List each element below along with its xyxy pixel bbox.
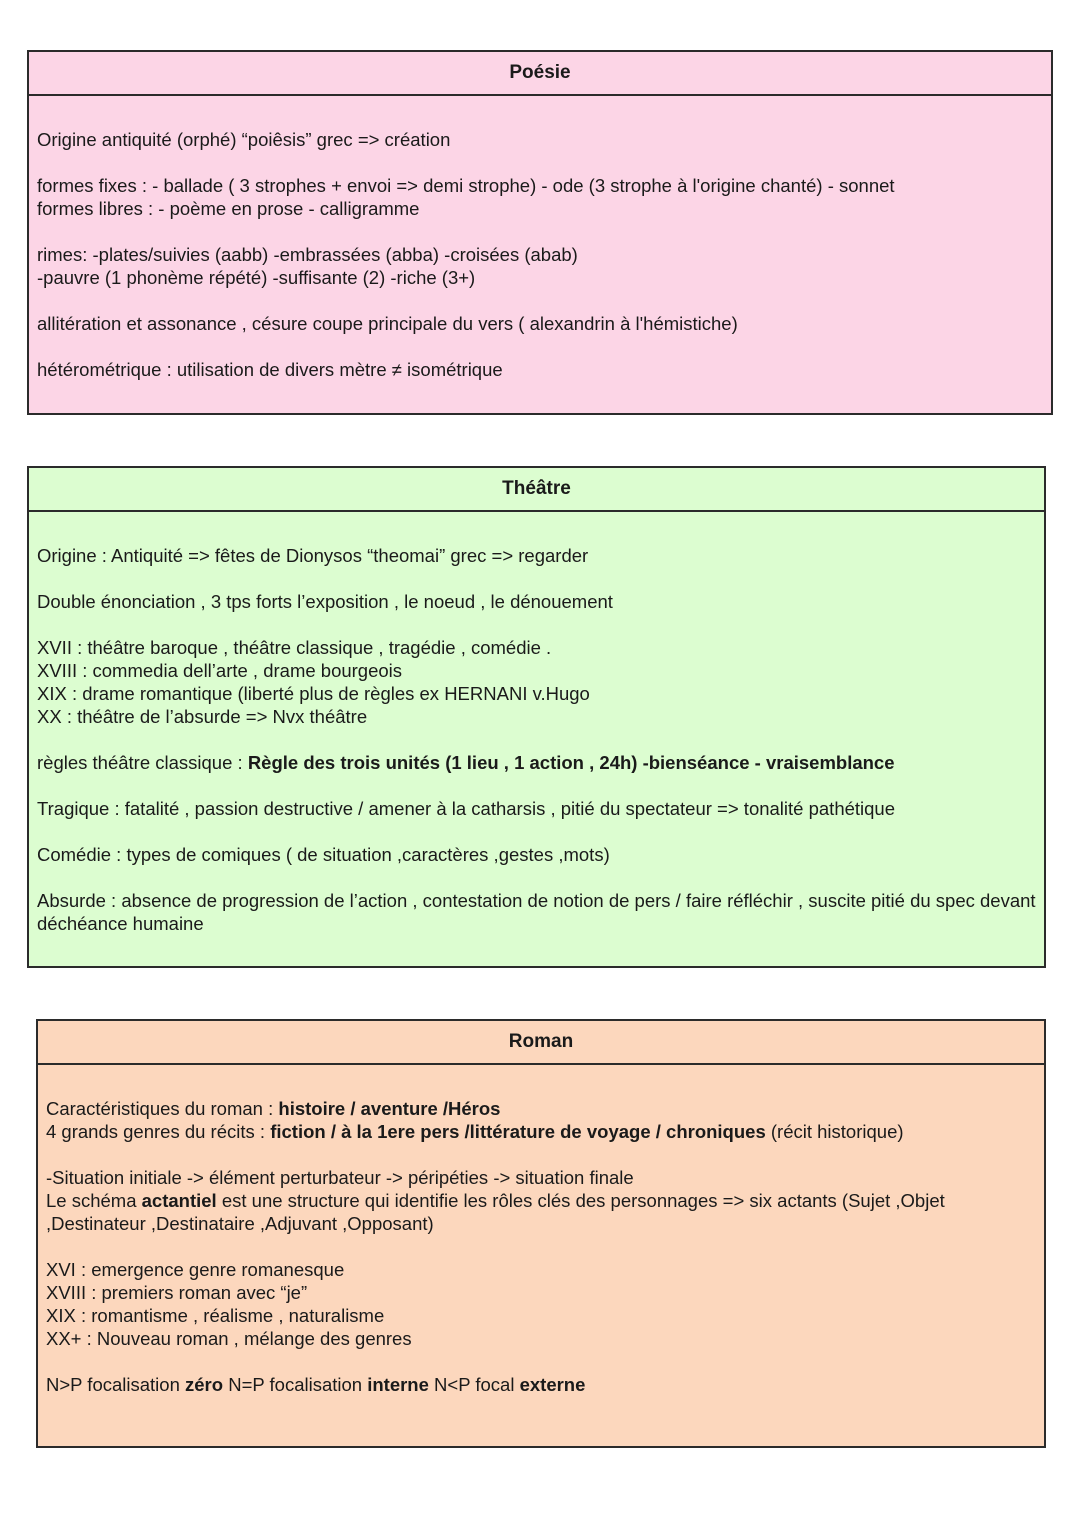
theatre-absurde: Absurde : absence de progression de l’action , contestation de notion de pers / faire réfléchir , suscite pitié du spec devant déchéance humaine [37, 890, 1036, 934]
theatre-xvii: XVII : théâtre baroque , théâtre classique , tragédie , comédie . [37, 637, 552, 658]
theatre-card [27, 466, 1046, 968]
theatre-classic-rules-label: règles théâtre classique : [37, 752, 248, 773]
focal-zero-bold: zéro [185, 1374, 224, 1395]
roman-characteristics [46, 1097, 1036, 1120]
roman-actantiel-pre: Le schéma [46, 1190, 142, 1211]
theatre-origin: Origine : Antiquité => fêtes de Dionysos “theomai” grec => regarder [37, 545, 589, 566]
roman-genres-bold: fiction / à la 1ere pers /littérature de voyage / chroniques [270, 1121, 766, 1142]
theatre-body [29, 512, 1044, 935]
theatre-title: Théâtre [29, 468, 1044, 512]
focal-externe-label: N<P focal [428, 1374, 520, 1395]
focal-interne-label: N=P focalisation [223, 1374, 368, 1395]
roman-xx: XX+ : Nouveau roman , mélange des genres [46, 1328, 412, 1349]
theatre-double-enonciation: Double énonciation , 3 tps forts l’exposition , le noeud , le dénouement [37, 591, 613, 612]
roman-characteristics-bold: histoire / aventure /Héros [278, 1098, 501, 1119]
roman-schema-actantiel [46, 1189, 1036, 1235]
roman-focalisation [46, 1373, 1036, 1396]
theatre-xviii: XVIII : commedia dell’arte , drame bourgeois [37, 660, 403, 681]
theatre-comedie: Comédie : types de comiques ( de situation ,caractères ,gestes ,mots) [37, 844, 610, 865]
theatre-classic-rules [37, 751, 1036, 774]
theatre-classic-rules-bold: Règle des trois unités (1 lieu , 1 action , 24h) -bienséance - vraisemblance [247, 752, 895, 773]
roman-xix: XIX : romantisme , réalisme , naturalisme [46, 1305, 385, 1326]
focal-interne-bold: interne [367, 1374, 429, 1395]
roman-xviii: XVIII : premiers roman avec “je” [46, 1282, 308, 1303]
poesie-alliteration: allitération et assonance , césure coupe principale du vers ( alexandrin à l'hémistiche) [37, 313, 738, 334]
poesie-fixed-forms: formes fixes : - ballade ( 3 strophes + envoi => demi strophe) - ode (3 strophe à l'origine chanté) - sonnet [37, 175, 895, 196]
poesie-title: Poésie [29, 52, 1051, 96]
poesie-origin: Origine antiquité (orphé) “poiêsis” grec => création [37, 129, 451, 150]
roman-actantiel-post: est une structure qui identifie les rôles clés des personnages => six actants (Sujet ,Objet ,Destinateur ,Destinataire ,Adjuvant ,Opposant) [46, 1190, 945, 1234]
poesie-free-forms: formes libres : - poème en prose - calligramme [37, 198, 420, 219]
poesie-rhyme-quality: -pauvre (1 phonème répété) -suffisante (2) -riche (3+) [37, 267, 476, 288]
poesie-rhymes: rimes: -plates/suivies (aabb) -embrassées (abba) -croisées (abab) [37, 244, 578, 265]
roman-xvi: XVI : emergence genre romanesque [46, 1259, 345, 1280]
focal-externe-bold: externe [519, 1374, 586, 1395]
roman-characteristics-label: Caractéristiques du roman : [46, 1098, 279, 1119]
theatre-tragique: Tragique : fatalité , passion destructive / amener à la catharsis , pitié du spectateur => tonalité pathétique [37, 798, 896, 819]
poesie-body [29, 96, 1051, 381]
roman-genres [46, 1120, 1036, 1143]
poesie-card [27, 50, 1053, 415]
roman-card [36, 1019, 1046, 1448]
roman-genres-note: (récit historique) [765, 1121, 904, 1142]
roman-actantiel-bold: actantiel [141, 1190, 217, 1211]
roman-schema-narratif: -Situation initiale -> élément perturbateur -> péripéties -> situation finale [46, 1167, 634, 1188]
theatre-xx: XX : théâtre de l’absurde => Nvx théâtre [37, 706, 368, 727]
roman-body [38, 1065, 1044, 1396]
theatre-xix: XIX : drame romantique (liberté plus de règles ex HERNANI v.Hugo [37, 683, 590, 704]
poesie-heterometric: hétérométrique : utilisation de divers mètre ≠ isométrique [37, 359, 503, 380]
roman-title: Roman [38, 1021, 1044, 1065]
focal-zero-label: N>P focalisation [46, 1374, 186, 1395]
roman-genres-label: 4 grands genres du récits : [46, 1121, 271, 1142]
